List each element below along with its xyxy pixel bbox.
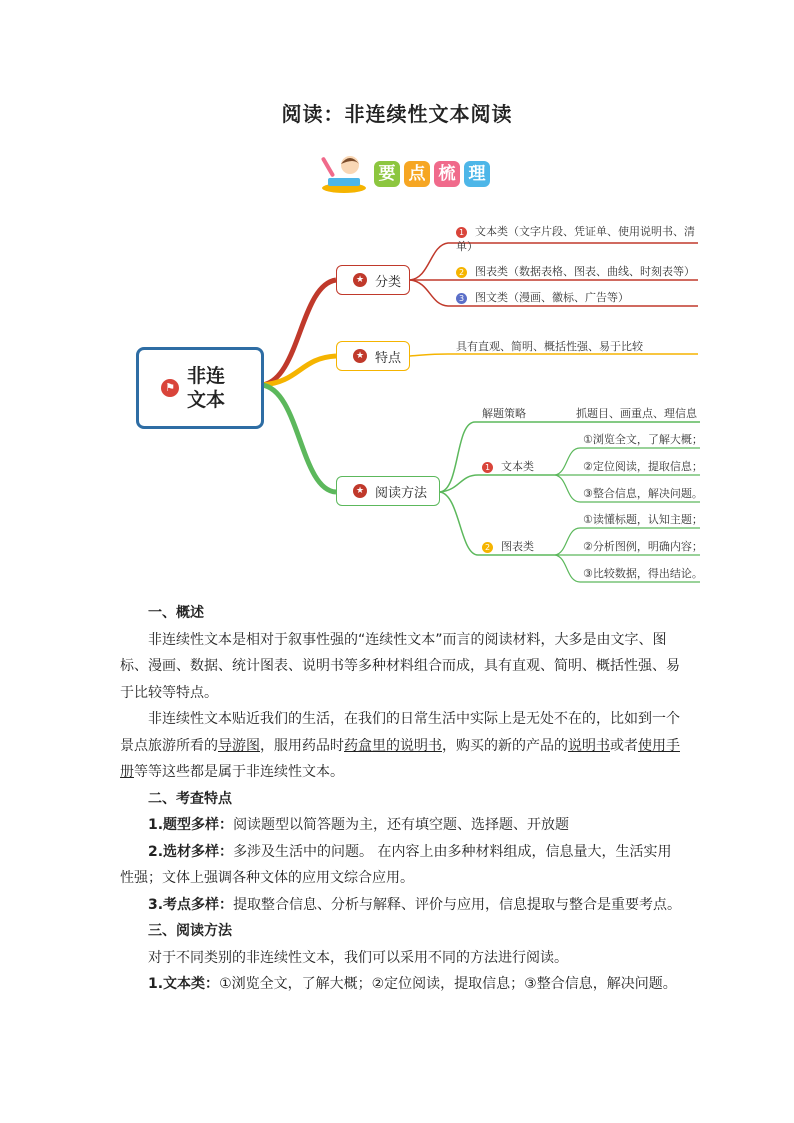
paragraph: 1.题型多样：阅读题型以简答题为主，还有填空题、选择题、开放题: [148, 817, 570, 833]
category-item-text: 图文类（漫画、徽标、广告等）: [475, 291, 629, 304]
star-icon: ★: [353, 484, 367, 498]
method-step: ③整合信息，解决问题。: [583, 487, 703, 500]
number-badge: 1: [482, 462, 493, 473]
method-group-label: [482, 539, 534, 554]
method-group-text: 图表类: [501, 540, 534, 553]
category-item: [456, 224, 696, 254]
root-node: [136, 347, 264, 429]
badge-char: 梳: [434, 161, 460, 187]
category-item-text: 图表类（数据表格、图表、曲线、时刻表等）: [475, 265, 695, 278]
strategy-value: 抓题目、画重点、理信息: [576, 407, 697, 420]
student-reading-icon: [320, 152, 370, 194]
branch-node-features: [336, 341, 410, 371]
method-step: ②定位阅读，提取信息；: [583, 460, 703, 473]
features-text: 具有直观、简明、概括性强、易于比较: [456, 340, 643, 353]
paragraph: 2.选材多样：多涉及生活中的问题。 在内容上由多种材料组成，信息量大，生活实用性强；文体上强调各种文体的应用文综合应用。: [120, 843, 672, 886]
section-heading: 一、概述: [148, 605, 204, 621]
method-step: ①读懂标题，认知主题；: [583, 513, 703, 526]
paragraph: 非连续性文本是相对于叙事性强的“连续性文本”而言的阅读材料，大多是由文字、图标、漫画、数据、统计图表、说明书等多种材料组合而成，具有直观、简明、概括性强、易于比较等特点。: [120, 631, 680, 701]
category-item: [456, 264, 695, 279]
flag-icon: ⚑: [161, 379, 179, 397]
paragraph: 3.考点多样：提取整合信息、分析与解释、评价与应用，信息提取与整合是重要考点。: [148, 896, 682, 913]
category-item: [456, 290, 629, 305]
key-points-badge: [320, 152, 500, 194]
root-label: 非连 文本: [187, 365, 226, 411]
method-step: ③比较数据，得出结论。: [583, 567, 703, 580]
branch-label: 阅读方法: [375, 485, 428, 501]
method-step: ①浏览全文，了解大概；: [583, 433, 703, 446]
article-body: [120, 600, 682, 998]
strategy-label: 解题策略: [482, 407, 526, 420]
badge-char: 要: [374, 161, 400, 187]
badge-char: 理: [464, 161, 490, 187]
badge-char: 点: [404, 161, 430, 187]
star-icon: ★: [353, 349, 367, 363]
branch-node-category: [336, 265, 410, 295]
method-step: ②分析图例，明确内容；: [583, 540, 703, 553]
branch-label: 分类: [375, 274, 402, 290]
number-badge: 1: [456, 227, 467, 238]
section-heading: 二、考查特点: [148, 790, 232, 807]
number-badge: 2: [456, 267, 467, 278]
page-title: 阅读：非连续性文本阅读: [281, 102, 513, 126]
star-icon: ★: [353, 273, 367, 287]
paragraph: 对于不同类别的非连续性文本，我们可以采用不同的方法进行阅读。: [148, 949, 568, 966]
number-badge: 3: [456, 293, 467, 304]
category-item-text: 文本类（文字片段、凭证单、使用说明书、清单）: [456, 225, 695, 253]
paragraph: 非连续性文本贴近我们的生活，在我们的日常生活中实际上是无处不在的，比如到一个景点旅游所看的导游图，服用药品时药盒里的说明书，购买的新的产品的说明书或者使用手册等等这些都是属于非连续性文本。: [120, 711, 680, 780]
method-group-label: [482, 459, 534, 474]
mind-map: [0, 210, 794, 600]
branch-label: 特点: [375, 350, 402, 366]
paragraph: 1.文本类：①浏览全文，了解大概；②定位阅读，提取信息；③整合信息，解决问题。: [148, 976, 677, 992]
method-group-text: 文本类: [501, 460, 534, 473]
branch-node-reading-methods: [336, 476, 440, 506]
number-badge: 2: [482, 542, 493, 553]
section-heading: 三、阅读方法: [148, 923, 232, 939]
